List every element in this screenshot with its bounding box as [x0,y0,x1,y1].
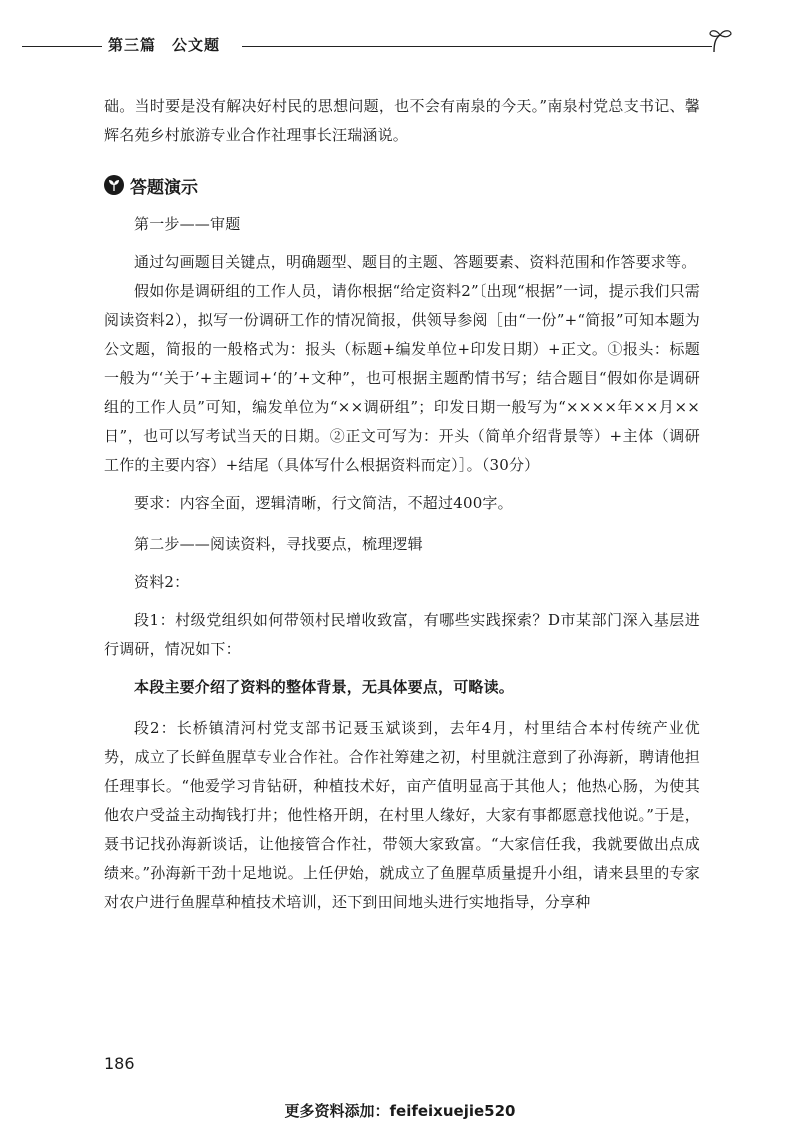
section-heading [104,170,700,200]
intro-paragraph: 础。当时要是没有解决好村民的思想问题，也不会有南泉的今天。”南泉村党总支书记、馨辉名苑乡村旅游专业合作社理事长汪瑞涵说。 [104,97,700,144]
header-title: 第三篇 公文题 [108,36,221,54]
page-header [22,30,722,60]
material-paragraph-1-note: 本段主要介绍了资料的整体背景，无具体要点，可略读。 [134,678,515,696]
header-rule-left [22,46,102,47]
header-rule-right [242,46,712,47]
main-content [104,92,700,917]
leaf-icon [104,175,124,195]
step2-title: 第二步——阅读资料，寻找要点，梳理逻辑 [134,535,423,553]
material-paragraph-2: 段2：长桥镇清河村党支部书记聂玉斌谈到，去年4月，村里结合本村传统产业优势，成立了长鲜鱼腥草专业合作社。合作社筹建之初，村里就注意到了孙海新，聘请他担任理事长。“他爱学习肯钻研，种植技术好，亩产值明显高于其他人；他热心肠，为使其他农户受益主动掏钱打井；他性格开朗，在村里人缘好，大家有事都愿意找他说。”于是，聂书记找孙海新谈话，让他接管合作社，带领大家致富。“大家信任我，我就要做出点成绩来。”孙海新干劲十足地说。上任伊始，就成立了鱼腥草质量提升小组，请来县里的专家对农户进行鱼腥草种植技术培训，还下到田间地头进行实地指导，分享种 [104,719,700,911]
page-number: 186 [104,1054,135,1073]
step1-paragraph-2: 假如你是调研组的工作人员，请你根据“给定资料2”〔出现“根据”一词，提示我们只需阅读资料2），拟写一份调研工作的情况简报，供领导参阅［由“一份”+“简报”可知本题为公文题，简报的一般格式为：报头（标题+编发单位+印发日期）+正文。①报头：标题一般为“‘关于’+主题词+‘的’+文种”，也可根据主题酌情书写；结合题目“假如你是调研组的工作人员”可知，编发单位为“××调研组”；印发日期一般写为“××××年××月××日”，也可以写考试当天的日期。②正文可写为：开头（简单介绍背景等）+主体（调研工作的主要内容）+结尾（具体写什么根据资料而定）］。（30分） [104,282,700,474]
step1-paragraph-1: 通过勾画题目关键点，明确题型、题目的主题、答题要素、资料范围和作答要求等。 [134,253,697,271]
section-title: 答题演示 [130,177,198,198]
footer-note: 更多资料添加：feifeixuejie520 [284,1102,516,1120]
step1-title: 第一步——审题 [134,215,241,233]
material-paragraph-1: 段1：村级党组织如何带领村民增收致富，有哪些实践探索？D市某部门深入基层进行调研，情况如下： [104,611,700,658]
material-label: 资料2： [134,573,190,591]
step1-requirements: 要求：内容全面，逻辑清晰，行文简洁，不超过400字。 [134,494,513,512]
sprout-icon [706,26,734,54]
